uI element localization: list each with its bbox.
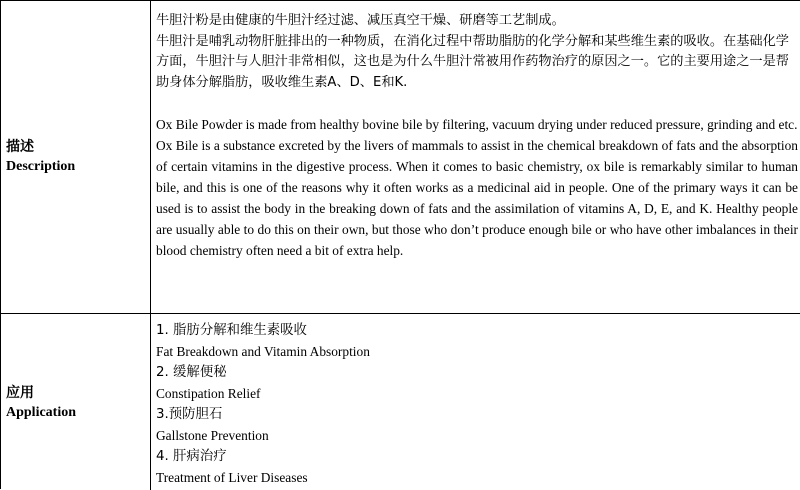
description-content-cell [151, 1, 800, 313]
list-item [156, 404, 800, 446]
application-label [6, 383, 146, 423]
application-item-zh: 3.预防胆石 [156, 407, 223, 422]
application-item-zh: 1. 脂肪分解和维生素吸收 [156, 323, 307, 338]
application-item-zh: 2. 缓解便秘 [156, 365, 227, 380]
application-label-en: Application [6, 405, 77, 420]
application-label-zh: 应用 [6, 385, 34, 401]
description-row [1, 1, 800, 314]
list-item [156, 446, 800, 488]
application-list [156, 320, 800, 488]
application-item-zh: 4. 肝病治疗 [156, 449, 227, 464]
list-item [156, 320, 800, 362]
description-label-cell [1, 1, 151, 313]
application-content-cell [151, 314, 800, 490]
description-label [6, 137, 146, 177]
description-zh-paragraph: 牛胆汁粉是由健康的牛胆汁经过滤、减压真空干燥、研磨等工艺制成。 [156, 13, 565, 28]
description-label-en: Description [6, 159, 76, 174]
application-item-en: Constipation Relief [156, 386, 261, 401]
application-item-en: Treatment of Liver Diseases [156, 470, 308, 485]
application-row [1, 314, 800, 490]
description-label-zh: 描述 [6, 139, 34, 155]
description-en-paragraph: Ox Bile Powder is made from healthy bovine bile by filtering, vacuum drying under reduced pressure, grinding and etc. [156, 117, 798, 132]
description-en-paragraph: Ox Bile is a substance excreted by the livers of mammals to assist in the chemical breakdown of fats and the absorption of certain vitamins in the digestive process. When it comes to basic chemistry, ox bile is remarkably similar to human bile, and this is one of the reasons why it often works as a medicinal aid in people. One of the primary ways it can be used is to assist the body in the breaking down of fats and the assimilation of vitamins A, D, E, and K. Healthy people are usually able to do this on their own, but those who don’t produce enough bile or who have other imbalances in their blood chemistry often need a bit of extra help. [156, 138, 798, 258]
description-zh-paragraph: 牛胆汁是哺乳动物肝脏排出的一种物质，在消化过程中帮助脂肪的化学分解和某些维生素的吸收。在基础化学方面，牛胆汁与人胆汁非常相似，这也是为什么牛胆汁常被用作药物治疗的原因之一。它的主要用途之一是帮助身体分解脂肪，吸收维生素A、D、E和K. [156, 33, 789, 90]
application-item-en: Fat Breakdown and Vitamin Absorption [156, 344, 370, 359]
application-label-cell [1, 314, 151, 490]
list-item [156, 362, 800, 404]
application-item-en: Gallstone Prevention [156, 428, 269, 443]
